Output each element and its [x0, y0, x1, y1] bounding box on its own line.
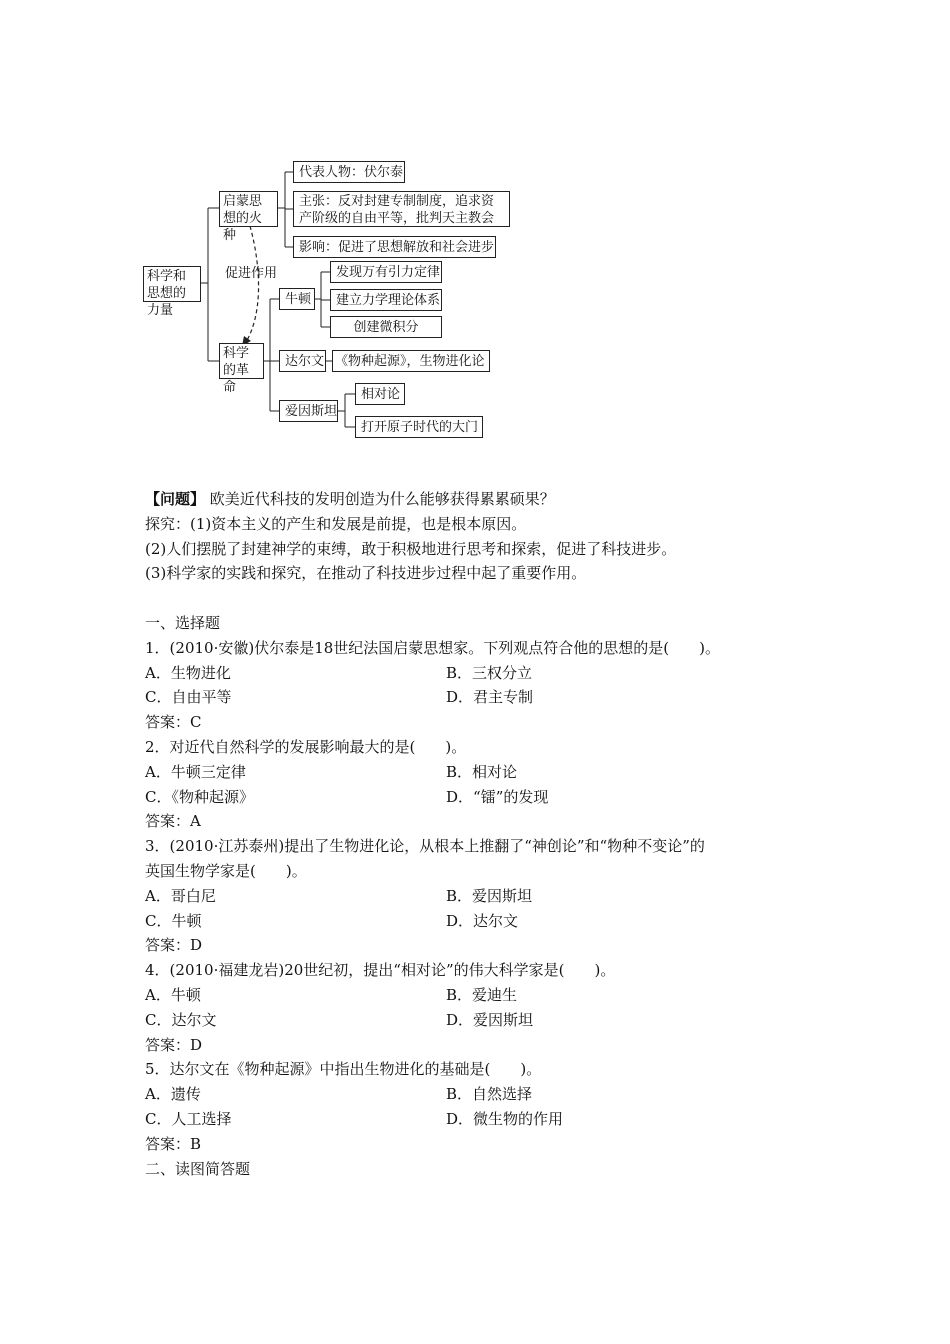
question-2-options-row-2 [145, 785, 825, 810]
enlightenment-item-3: 影响：促进了思想解放和社会进步 [293, 236, 496, 258]
option: A．牛顿三定律 [145, 762, 246, 781]
question-3-answer: 答案：D [145, 936, 203, 955]
option: A．哥白尼 [145, 886, 216, 905]
question-5-stem: 5．达尔文在《物种起源》中指出生物进化的基础是( )。 [145, 1060, 542, 1079]
arrow-label: 促进作用 [225, 266, 278, 281]
enlightenment-item-2: 主张：反对封建专制制度，追求资产阶级的自由平等，批判天主教会 [293, 191, 510, 227]
einstein-item-2: 打开原子时代的大门 [355, 416, 483, 438]
option: D．君主专制 [446, 688, 534, 707]
question-5-options-row-2 [145, 1107, 825, 1132]
root-node: 科学和思想的力量 [143, 266, 201, 302]
question-1-options-row-1 [145, 661, 825, 686]
option: D．微生物的作用 [446, 1109, 564, 1128]
option: D．达尔文 [446, 911, 519, 930]
question-3-options-row-1 [145, 884, 825, 909]
question-1-options-row-2 [145, 685, 825, 710]
einstein-node: 爱因斯坦 [279, 400, 338, 422]
problem-line [145, 487, 825, 512]
option: B．相对论 [446, 762, 518, 781]
enlightenment-node: 启蒙思想的火种 [219, 191, 278, 227]
option: C．人工选择 [145, 1109, 232, 1128]
question-2-answer: 答案：A [145, 812, 201, 831]
newton-node: 牛顿 [279, 288, 315, 310]
question-5-options-row-1 [145, 1082, 825, 1107]
section-title-choice: 一、选择题 [145, 613, 221, 632]
question-2-options-row-1 [145, 760, 825, 785]
answer-line-2: (2)人们摆脱了封建神学的束缚，敢于积极地进行思考和探索，促进了科技进步。 [145, 539, 677, 558]
option: C．《物种起源》 [145, 787, 254, 806]
option: C．牛顿 [145, 911, 202, 930]
question-3-options-row-2 [145, 909, 825, 934]
question-4-options-row-2 [145, 1008, 825, 1033]
question-3-stem-1: 3．(2010·江苏泰州)提出了生物进化论，从根本上推翻了“神创论”和“物种不变论”的 [145, 837, 705, 856]
option: B．爱迪生 [446, 985, 518, 1004]
newton-item-1: 发现万有引力定律 [330, 261, 442, 283]
option: B．自然选择 [446, 1085, 533, 1104]
darwin-item: 《物种起源》，生物进化论 [332, 350, 490, 372]
problem-tag: 【问题】 [145, 490, 206, 508]
question-4-answer: 答案：D [145, 1035, 203, 1054]
option: D．“镭”的发现 [446, 787, 549, 806]
darwin-node: 达尔文 [279, 350, 326, 372]
spacer [145, 586, 825, 611]
einstein-item-1: 相对论 [355, 383, 405, 405]
option: A．牛顿 [145, 985, 201, 1004]
option: B．爱因斯坦 [446, 886, 533, 905]
section-title-map: 二、读图简答题 [145, 1159, 251, 1178]
newton-item-3: 创建微积分 [330, 316, 442, 338]
option: C．达尔文 [145, 1010, 217, 1029]
option: C．自由平等 [145, 688, 232, 707]
concept-diagram [0, 0, 950, 450]
answer-line-3: (3)科学家的实践和探究，在推动了科技进步过程中起了重要作用。 [145, 564, 587, 583]
option: B．三权分立 [446, 663, 533, 682]
option: A．遗传 [145, 1085, 201, 1104]
question-4-stem: 4．(2010·福建龙岩)20世纪初，提出“相对论”的伟大科学家是( )。 [145, 961, 616, 980]
problem-question: 欧美近代科技的发明创造为什么能够获得累累硕果？ [205, 490, 555, 508]
option: D．爱因斯坦 [446, 1010, 534, 1029]
question-1-answer: 答案：C [145, 713, 202, 732]
science-node: 科学的革命 [219, 343, 264, 379]
enlightenment-item-1: 代表人物：伏尔泰 [293, 161, 405, 183]
question-1-stem: 1．(2010·安徽)伏尔泰是18世纪法国启蒙思想家。下列观点符合他的思想的是( )。 [145, 638, 720, 657]
question-4-options-row-1 [145, 983, 825, 1008]
option: A．生物进化 [145, 663, 231, 682]
question-3-stem-2: 英国生物学家是( )。 [145, 861, 307, 880]
answer-line-1: 探究：(1)资本主义的产生和发展是前提，也是根本原因。 [145, 514, 527, 533]
newton-item-2: 建立力学理论体系 [330, 289, 442, 311]
question-5-answer: 答案：B [145, 1134, 202, 1153]
text-body [145, 487, 825, 1181]
question-2-stem: 2．对近代自然科学的发展影响最大的是( )。 [145, 737, 467, 756]
